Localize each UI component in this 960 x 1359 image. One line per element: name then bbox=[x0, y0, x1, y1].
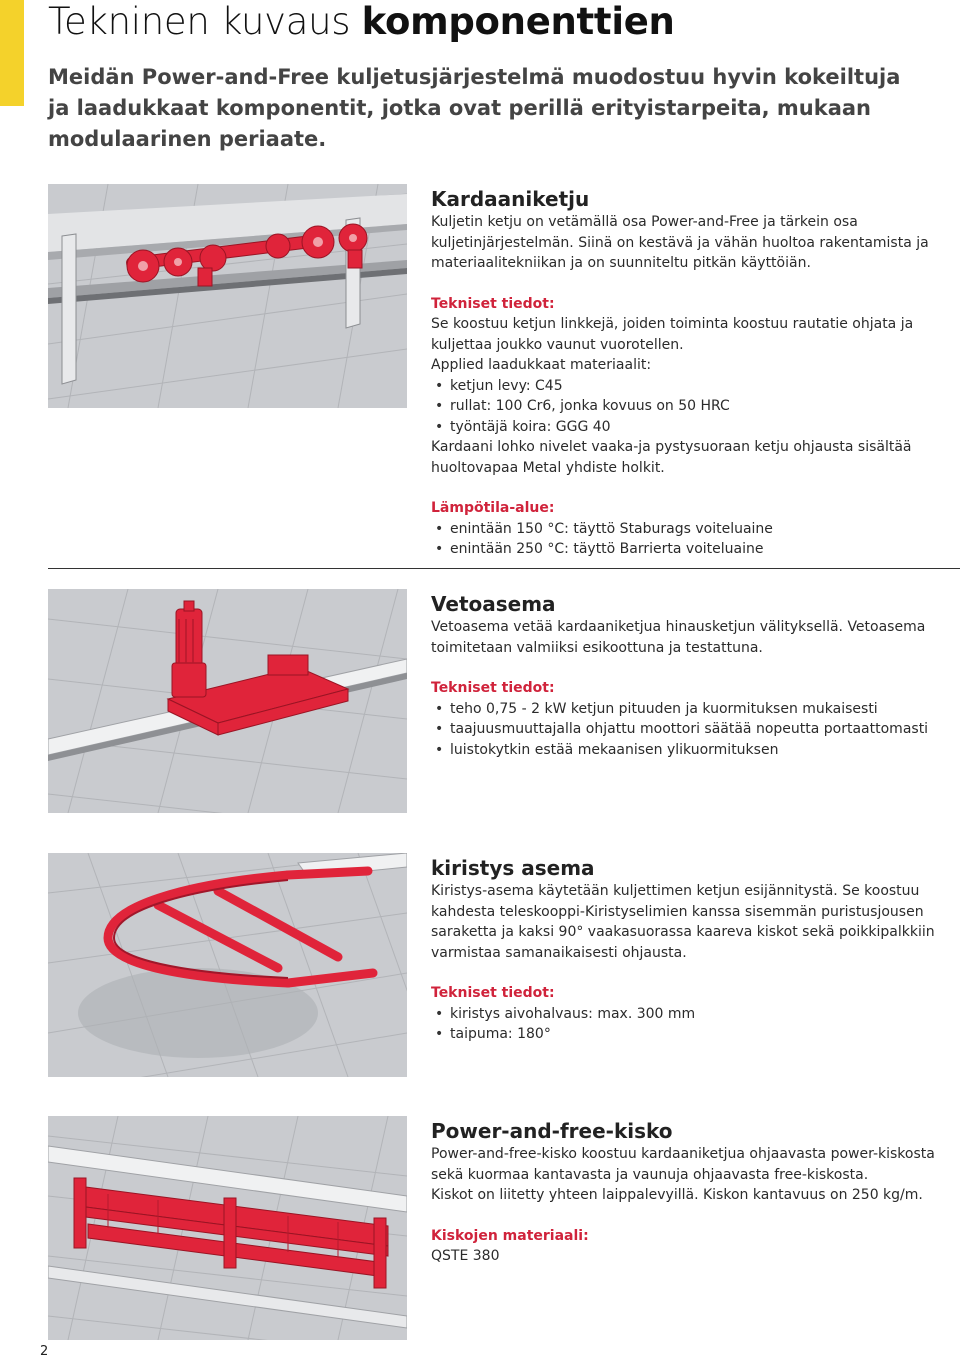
list-item: • taipuma: 180° bbox=[431, 1024, 956, 1045]
list-item: • enintään 250 °C: täyttö Barrierta voiteluaine bbox=[431, 539, 956, 560]
list-item: • enintään 150 °C: täyttö Staburags voiteluaine bbox=[431, 519, 956, 540]
tech-text: Se koostuu ketjun linkkejä, joiden toiminta koostuu rautatie ohjata ja kuljettaa joukko vaunut vuorotellen. bbox=[431, 316, 914, 353]
section-paragraph: Power-and-free-kisko koostuu kardaaniketjua ohjaavasta power-kiskosta sekä kuormaa kantavasta ja vaunuja ohjaavasta free-kiskosta. bbox=[431, 1146, 935, 1183]
section-vetoasema bbox=[431, 591, 956, 760]
yellow-accent-bar bbox=[0, 0, 24, 106]
materials-list bbox=[431, 376, 956, 438]
list-item: • ketjun levy: C45 bbox=[431, 376, 956, 397]
tech-label: Tekniset tiedot: bbox=[431, 295, 555, 312]
tech-list bbox=[431, 1004, 956, 1045]
temperature-list bbox=[431, 519, 956, 560]
materials-label: Applied laadukkaat materiaalit: bbox=[431, 357, 652, 373]
section-heading: kiristys asema bbox=[431, 856, 595, 880]
tension-station-image bbox=[48, 853, 407, 1077]
section-paragraph: Kiristys-asema käytetään kuljettimen ketjun esijännitystä. Se koostuu kahdesta teleskooppi-Kiristyselimien kanssa sisemmän puristusjousen saraketta ja kaksi 90° vaakasuorassa kaareva kiskot sekä poikkipalkkiin varmistaa samanaikaisesti ohjausta. bbox=[431, 883, 935, 961]
temperature-label: Lämpötila-alue: bbox=[431, 500, 555, 516]
list-item: • kiristys aivohalvaus: max. 300 mm bbox=[431, 1004, 956, 1025]
section-kiristys-asema bbox=[431, 855, 956, 1045]
materials-label: Kiskojen materiaali: bbox=[431, 1227, 589, 1244]
section-power-and-free-kisko bbox=[431, 1118, 956, 1267]
list-item: • luistokytkin estää mekaanisen ylikuormituksen bbox=[431, 740, 956, 761]
section-paragraph: Kiskot on liitetty yhteen laippalevyillä. Kiskon kantavuus on 250 kg/m. bbox=[431, 1187, 923, 1203]
tech-label: Tekniset tiedot: bbox=[431, 680, 555, 696]
intro-text: Meidän Power-and-Free kuljetusjärjestelmä muodostuu hyvin kokeiltuja ja laadukkaat komponentit, jotka ovat perillä erityistarpeita, mukaan modulaarinen periaate. bbox=[48, 65, 901, 151]
section-heading: Vetoasema bbox=[431, 592, 556, 616]
tech-list bbox=[431, 699, 956, 761]
power-and-free-rail-image bbox=[48, 1116, 407, 1340]
list-item: • työntäjä koira: GGG 40 bbox=[431, 417, 956, 438]
list-item: • teho 0,75 - 2 kW ketjun pituuden ja kuormituksen mukaisesti bbox=[431, 699, 956, 720]
section-divider bbox=[48, 568, 960, 569]
drive-station-image bbox=[48, 589, 407, 813]
material-value: QSTE 380 bbox=[431, 1248, 500, 1264]
section-kardaaniketju bbox=[431, 186, 956, 560]
list-item: • rullat: 100 Cr6, jonka kovuus on 50 HRC bbox=[431, 396, 956, 417]
section-heading: Power-and-free-kisko bbox=[431, 1119, 673, 1143]
section-paragraph: Kuljetin ketju on vetämällä osa Power-and-Free ja tärkein osa kuljetinjärjestelmän. Siinä on kestävä ja vähän huoltoa rakentamista ja materiaalitekniikan ja on suunniteltu pitkän käyttöiän. bbox=[431, 214, 929, 271]
tech-label: Tekniset tiedot: bbox=[431, 985, 555, 1001]
cardan-chain-image bbox=[48, 184, 407, 408]
page-number: 2 bbox=[40, 1344, 49, 1359]
list-item: • taajuusmuuttajalla ohjattu moottori säätää nopeutta portaattomasti bbox=[431, 719, 956, 740]
page-title: Tekninen kuvaus komponenttien bbox=[48, 0, 675, 43]
section-paragraph: Vetoasema vetää kardaaniketjua hinausketjun välityksellä. Vetoasema toimitetaan valmiiksi esikoottuna ja testattuna. bbox=[431, 619, 926, 656]
section-heading: Kardaaniketju bbox=[431, 187, 590, 211]
extra-text: Kardaani lohko nivelet vaaka-ja pystysuoraan ketju ohjausta sisältää huoltovapaa Metal yhdiste holkit. bbox=[431, 439, 912, 476]
